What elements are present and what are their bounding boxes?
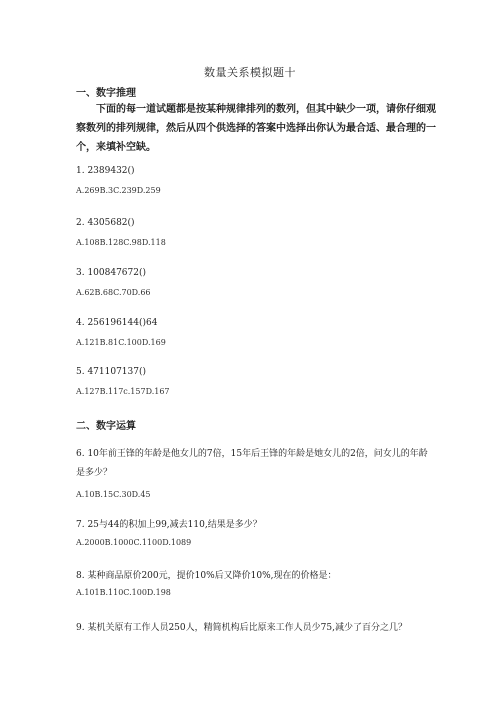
- question-5: 5. 471107137(): [76, 367, 147, 377]
- question-3: 3. 100847672(): [76, 268, 147, 278]
- document-title: 数量关系模拟题十: [204, 66, 296, 79]
- section-instructions: 下面的每一道试题都是按某种规律排列的数列，但其中缺少一项，请你仔细观察数列的排列规律，然后从四个供选择的答案中选择出你认为最合适、最合理的一个，来填补空缺。: [76, 104, 436, 153]
- question-1: 1. 2389432(): [76, 166, 135, 176]
- question-4: 4. 256196144()64: [76, 318, 158, 328]
- question-2: 2. 4305682(): [76, 218, 135, 228]
- section-heading-number-reasoning: 一、数字推理: [76, 88, 136, 99]
- question-7: 7. 25与44的积加上99,减去110,结果是多少？: [76, 520, 262, 530]
- question-6-options: A.10B.15C.30D.45: [76, 490, 151, 499]
- question-9: 9. 某机关原有工作人员250人，精简机构后比原来工作人员少75,减少了百分之几？: [76, 623, 407, 633]
- question-2-options: A.108B.128C.98D.118: [76, 238, 166, 247]
- section-heading-number-operations: 二、数字运算: [76, 421, 136, 432]
- question-8: 8. 某种商品原价200元，提价10%后又降价10%,现在的价格是：: [76, 571, 337, 581]
- question-5-options: A.127B.117c.157D.167: [76, 387, 170, 396]
- question-7-options: A.2000B.1000C.1100D.1089: [76, 538, 192, 547]
- question-8-options: A.101B.110C.100D.198: [76, 588, 171, 597]
- question-3-options: A.62B.68C.70D.66: [76, 288, 151, 297]
- question-4-options: A.121B.81C.100D.169: [76, 338, 166, 347]
- question-1-options: A.269B.3C.239D.259: [76, 186, 161, 195]
- question-6: 6. 10年前王锋的年龄是他女儿的7倍，15年后王锋的年龄是她女儿的2倍，问女儿的年龄是多少？: [76, 449, 428, 478]
